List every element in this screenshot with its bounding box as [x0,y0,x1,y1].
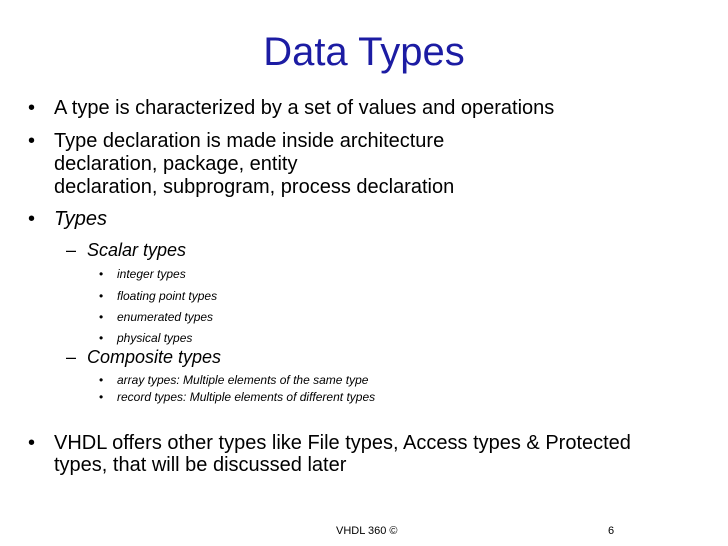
sub-bullet-text: Scalar types [87,240,187,260]
bullet-text: A type is characterized by a set of values and operations [54,97,555,119]
bullet-text: declaration, package, entity [54,153,298,175]
bullet-icon: • [99,390,104,404]
bullet-icon: • [28,432,36,454]
bullet-icon: • [99,310,104,324]
bullet-icon: • [99,331,104,345]
sub-bullet-text: Composite types [87,347,222,367]
footer-text: VHDL 360 © [336,525,398,537]
bullet-text: Type declaration is made inside architecture [54,130,445,152]
sub-sub-bullet-text: floating point types [117,289,218,303]
bullet-icon: • [28,97,36,119]
sub-sub-bullet-text: array types: Multiple elements of the same type [117,373,369,387]
bullet-text: Types [54,208,107,230]
sub-sub-bullet-text: physical types [117,331,193,345]
bullet-text: types, that will be discussed later [54,454,347,476]
bullet-icon: • [99,289,104,303]
sub-sub-bullet-text: enumerated types [117,310,214,324]
bullet-icon: • [99,373,104,387]
sub-sub-bullet-text: record types: Multiple elements of different types [117,390,376,404]
page-number: 6 [608,525,615,537]
dash-icon: – [66,240,77,260]
bullet-text: VHDL offers other types like File types, Access types & Protected [54,432,631,454]
bullet-icon: • [28,130,36,152]
bullet-icon: • [99,267,104,281]
bullet-text: declaration, subprogram, process declaration [54,176,455,198]
bullet-icon: • [28,208,36,230]
slide-title: Data Types [263,30,465,74]
sub-sub-bullet-text: integer types [117,267,186,281]
dash-icon: – [66,347,77,367]
